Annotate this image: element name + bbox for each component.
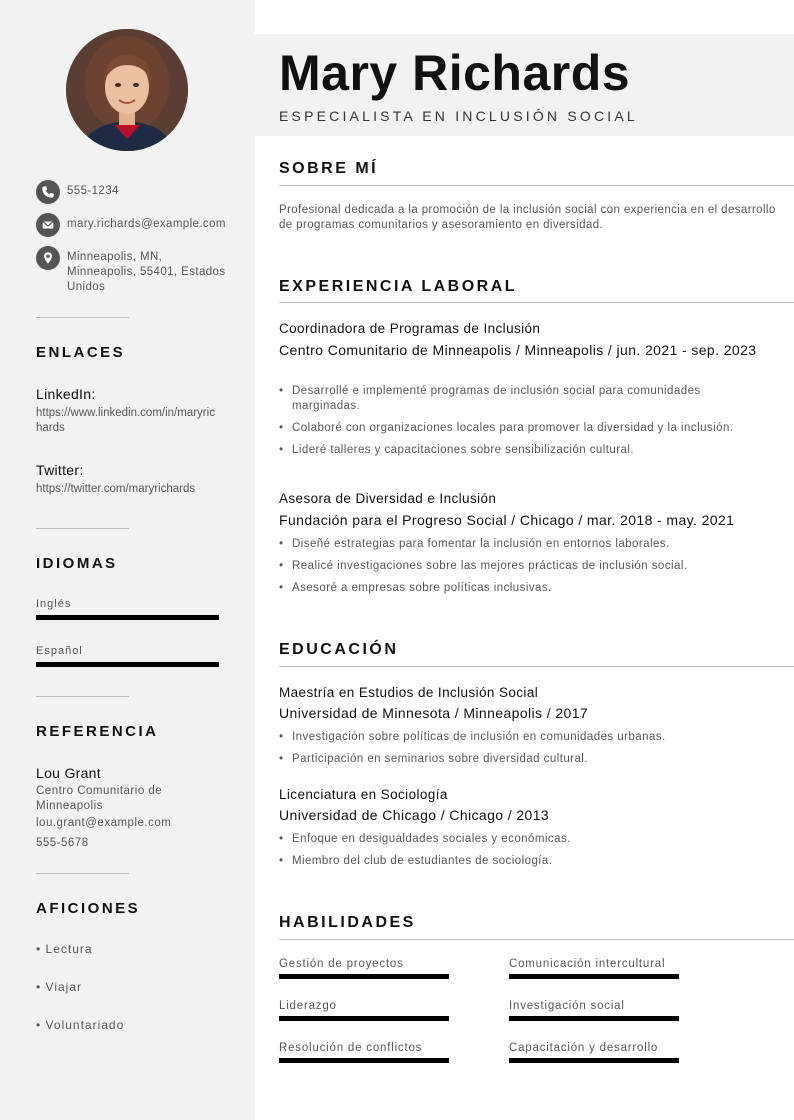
degree-subtitle: Universidad de Minnesota / Minneapolis / 2017: [279, 705, 589, 721]
sidebar-divider: [36, 317, 129, 318]
skill-item: [279, 957, 449, 979]
phone-text: 555-1234: [67, 185, 119, 197]
bullet-item: • Lideré talleres y capacitaciones sobre sensibilización cultural.: [279, 443, 759, 458]
bullet-item: • Miembro del club de estudiantes de sociología.: [279, 854, 759, 869]
twitter-link[interactable]: https://twitter.com/maryrichards: [36, 483, 196, 495]
hobby-item: • Viajar: [36, 980, 83, 994]
job-subtitle: Fundación para el Progreso Social / Chicago / mar. 2018 - may. 2021: [279, 512, 735, 528]
degree-title: Maestría en Estudios de Inclusión Social: [279, 685, 539, 700]
email-icon: [36, 213, 60, 237]
contact-address: [36, 246, 226, 295]
skill-level-bar: [279, 1016, 449, 1021]
bullet-item: • Diseñé estrategias para fomentar la inclusión en entornos laborales.: [279, 537, 759, 552]
avatar: [66, 29, 188, 151]
degree-bullets: [279, 730, 759, 774]
email-text[interactable]: mary.richards@example.com: [67, 218, 226, 230]
sidebar-divider: [36, 696, 129, 697]
address-text: Minneapolis, MN, Minneapolis, 55401, Estados Unidos: [67, 251, 226, 293]
reference-name: Lou Grant: [36, 765, 101, 781]
sidebar-divider: [36, 528, 129, 529]
skill-name: Liderazgo: [279, 1000, 337, 1012]
language-name: Inglés: [36, 598, 72, 610]
job-bullets: [279, 384, 759, 465]
skill-item: [509, 1041, 679, 1063]
skill-level-bar: [279, 1058, 449, 1063]
skill-item: [509, 957, 679, 979]
contact-info: [36, 180, 226, 304]
linkedin-link[interactable]: https://www.linkedin.com/in/maryrichards: [36, 407, 215, 434]
bullet-item: • Colaboré con organizaciones locales para promover la diversidad y la inclusión.: [279, 421, 759, 436]
experience-heading: EXPERIENCIA LABORAL: [279, 278, 518, 295]
section-rule: [279, 666, 794, 667]
contact-email: [36, 213, 226, 237]
section-rule: [279, 185, 794, 186]
skill-level-bar: [509, 974, 679, 979]
skill-name: Investigación social: [509, 1000, 625, 1012]
skill-name: Resolución de conflictos: [279, 1042, 423, 1054]
hobby-label: Viajar: [45, 980, 83, 994]
job-title: Asesora de Diversidad e Inclusión: [279, 491, 497, 506]
bullet-item: • Realicé investigaciones sobre las mejores prácticas de inclusión social.: [279, 559, 759, 574]
bullet-item: • Enfoque en desigualdades sociales y económicas.: [279, 832, 759, 847]
twitter-label: Twitter:: [36, 462, 84, 478]
reference-email[interactable]: lou.grant@example.com: [36, 817, 172, 829]
linkedin-label: LinkedIn:: [36, 386, 96, 402]
bullet-item: • Desarrollé e implementé programas de inclusión social para comunidades marginadas.: [279, 384, 759, 414]
language-level-bar: [36, 615, 219, 620]
reference-organization: Centro Comunitario de Minneapolis: [36, 785, 163, 812]
hobby-label: Lectura: [45, 942, 93, 956]
bullet-item: • Participación en seminarios sobre diversidad cultural.: [279, 752, 759, 767]
hobby-label: Voluntariado: [45, 1018, 125, 1032]
location-pin-icon: [36, 246, 60, 270]
language-level-bar: [36, 662, 219, 667]
contact-phone: [36, 180, 226, 204]
job-title: Coordinadora de Programas de Inclusión: [279, 321, 541, 336]
links-heading: ENLACES: [36, 344, 126, 361]
degree-title: Licenciatura en Sociología: [279, 787, 448, 802]
skill-name: Comunicación intercultural: [509, 958, 666, 970]
sidebar-divider: [36, 873, 129, 874]
about-heading: SOBRE MÍ: [279, 160, 379, 177]
skill-level-bar: [279, 974, 449, 979]
skill-item: [279, 999, 449, 1021]
skill-level-bar: [509, 1058, 679, 1063]
about-text: Profesional dedicada a la promoción de la inclusión social con experiencia en el desarrollo de programas comunitarios y asesoramiento en diversidad.: [279, 204, 776, 231]
skill-name: Gestión de proyectos: [279, 958, 404, 970]
skill-item: [509, 999, 679, 1021]
hobby-item: • Lectura: [36, 942, 93, 956]
bullet-item: • Investigación sobre políticas de inclusión en comunidades urbanas.: [279, 730, 759, 745]
job-bullets: [279, 537, 759, 603]
hobby-item: • Voluntariado: [36, 1018, 125, 1032]
skills-heading: HABILIDADES: [279, 914, 416, 931]
candidate-role: ESPECIALISTA EN INCLUSIÓN SOCIAL: [279, 108, 638, 124]
bullet-item: • Asesoré a empresas sobre políticas inclusivas.: [279, 581, 759, 596]
profile-photo-icon: [66, 29, 188, 151]
language-name: Español: [36, 645, 83, 657]
degree-subtitle: Universidad de Chicago / Chicago / 2013: [279, 807, 550, 823]
reference-phone: 555-5678: [36, 837, 89, 849]
skill-item: [279, 1041, 449, 1063]
education-heading: EDUCACIÓN: [279, 641, 399, 658]
reference-heading: REFERENCIA: [36, 723, 159, 740]
section-rule: [279, 939, 794, 940]
languages-heading: IDIOMAS: [36, 555, 118, 572]
phone-icon: [36, 180, 60, 204]
degree-bullets: [279, 832, 759, 876]
candidate-name: Mary Richards: [279, 45, 631, 101]
skill-level-bar: [509, 1016, 679, 1021]
job-subtitle: Centro Comunitario de Minneapolis / Minneapolis / jun. 2021 - sep. 2023: [279, 342, 757, 358]
section-rule: [279, 302, 794, 303]
hobbies-heading: AFICIONES: [36, 900, 141, 917]
skill-name: Capacitación y desarrollo: [509, 1042, 659, 1054]
